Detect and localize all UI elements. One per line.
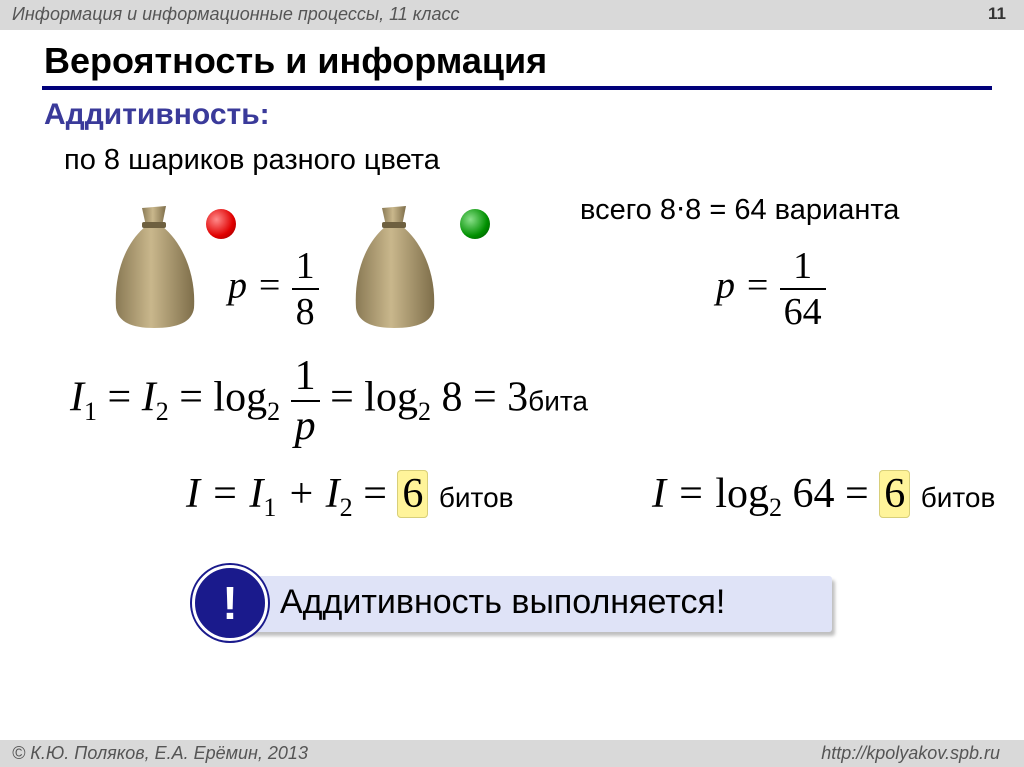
sack-icon bbox=[104, 196, 204, 332]
probability-formula-left: p = $\frac{1}{8}$ bbox=[228, 244, 319, 334]
slide-title: Вероятность и информация bbox=[44, 40, 548, 81]
website-link[interactable]: http://kpolyakov.spb.ru bbox=[821, 743, 1000, 763]
sack-icon bbox=[344, 196, 444, 332]
sum-formula: $I = I_1 + I_2 = 6$ битов bbox=[186, 471, 514, 523]
green-ball-icon bbox=[460, 209, 490, 239]
section-subtitle: Аддитивность: bbox=[44, 98, 270, 131]
conclusion-text: Аддитивность выполняется! bbox=[280, 583, 726, 621]
title-underline bbox=[42, 86, 992, 90]
red-ball-icon bbox=[206, 209, 236, 239]
highlighted-result: 6 bbox=[879, 470, 910, 518]
balls-description: по 8 шариков разного цвета bbox=[64, 144, 440, 176]
information-formula: $I_1 = I_2 = \log_2$ $\frac{1}{p}$ = $\log_2 8$ = 3бита bbox=[70, 353, 588, 449]
probability-formula-right: p = $\frac{1}{64}$ bbox=[716, 244, 826, 334]
page-number: 11 bbox=[988, 4, 1006, 23]
exclamation-icon: ! bbox=[192, 565, 268, 641]
total-variants-text: всего 8⋅8 = 64 варианта bbox=[580, 194, 900, 226]
copyright-text: © К.Ю. Поляков, Е.А. Ерёмин, 2013 bbox=[12, 743, 308, 763]
log64-formula: $I = \log_2 64 = 6$ битов bbox=[652, 471, 996, 523]
course-title: Информация и информационные процессы, 11 класс bbox=[12, 4, 460, 24]
highlighted-result: 6 bbox=[397, 470, 428, 518]
